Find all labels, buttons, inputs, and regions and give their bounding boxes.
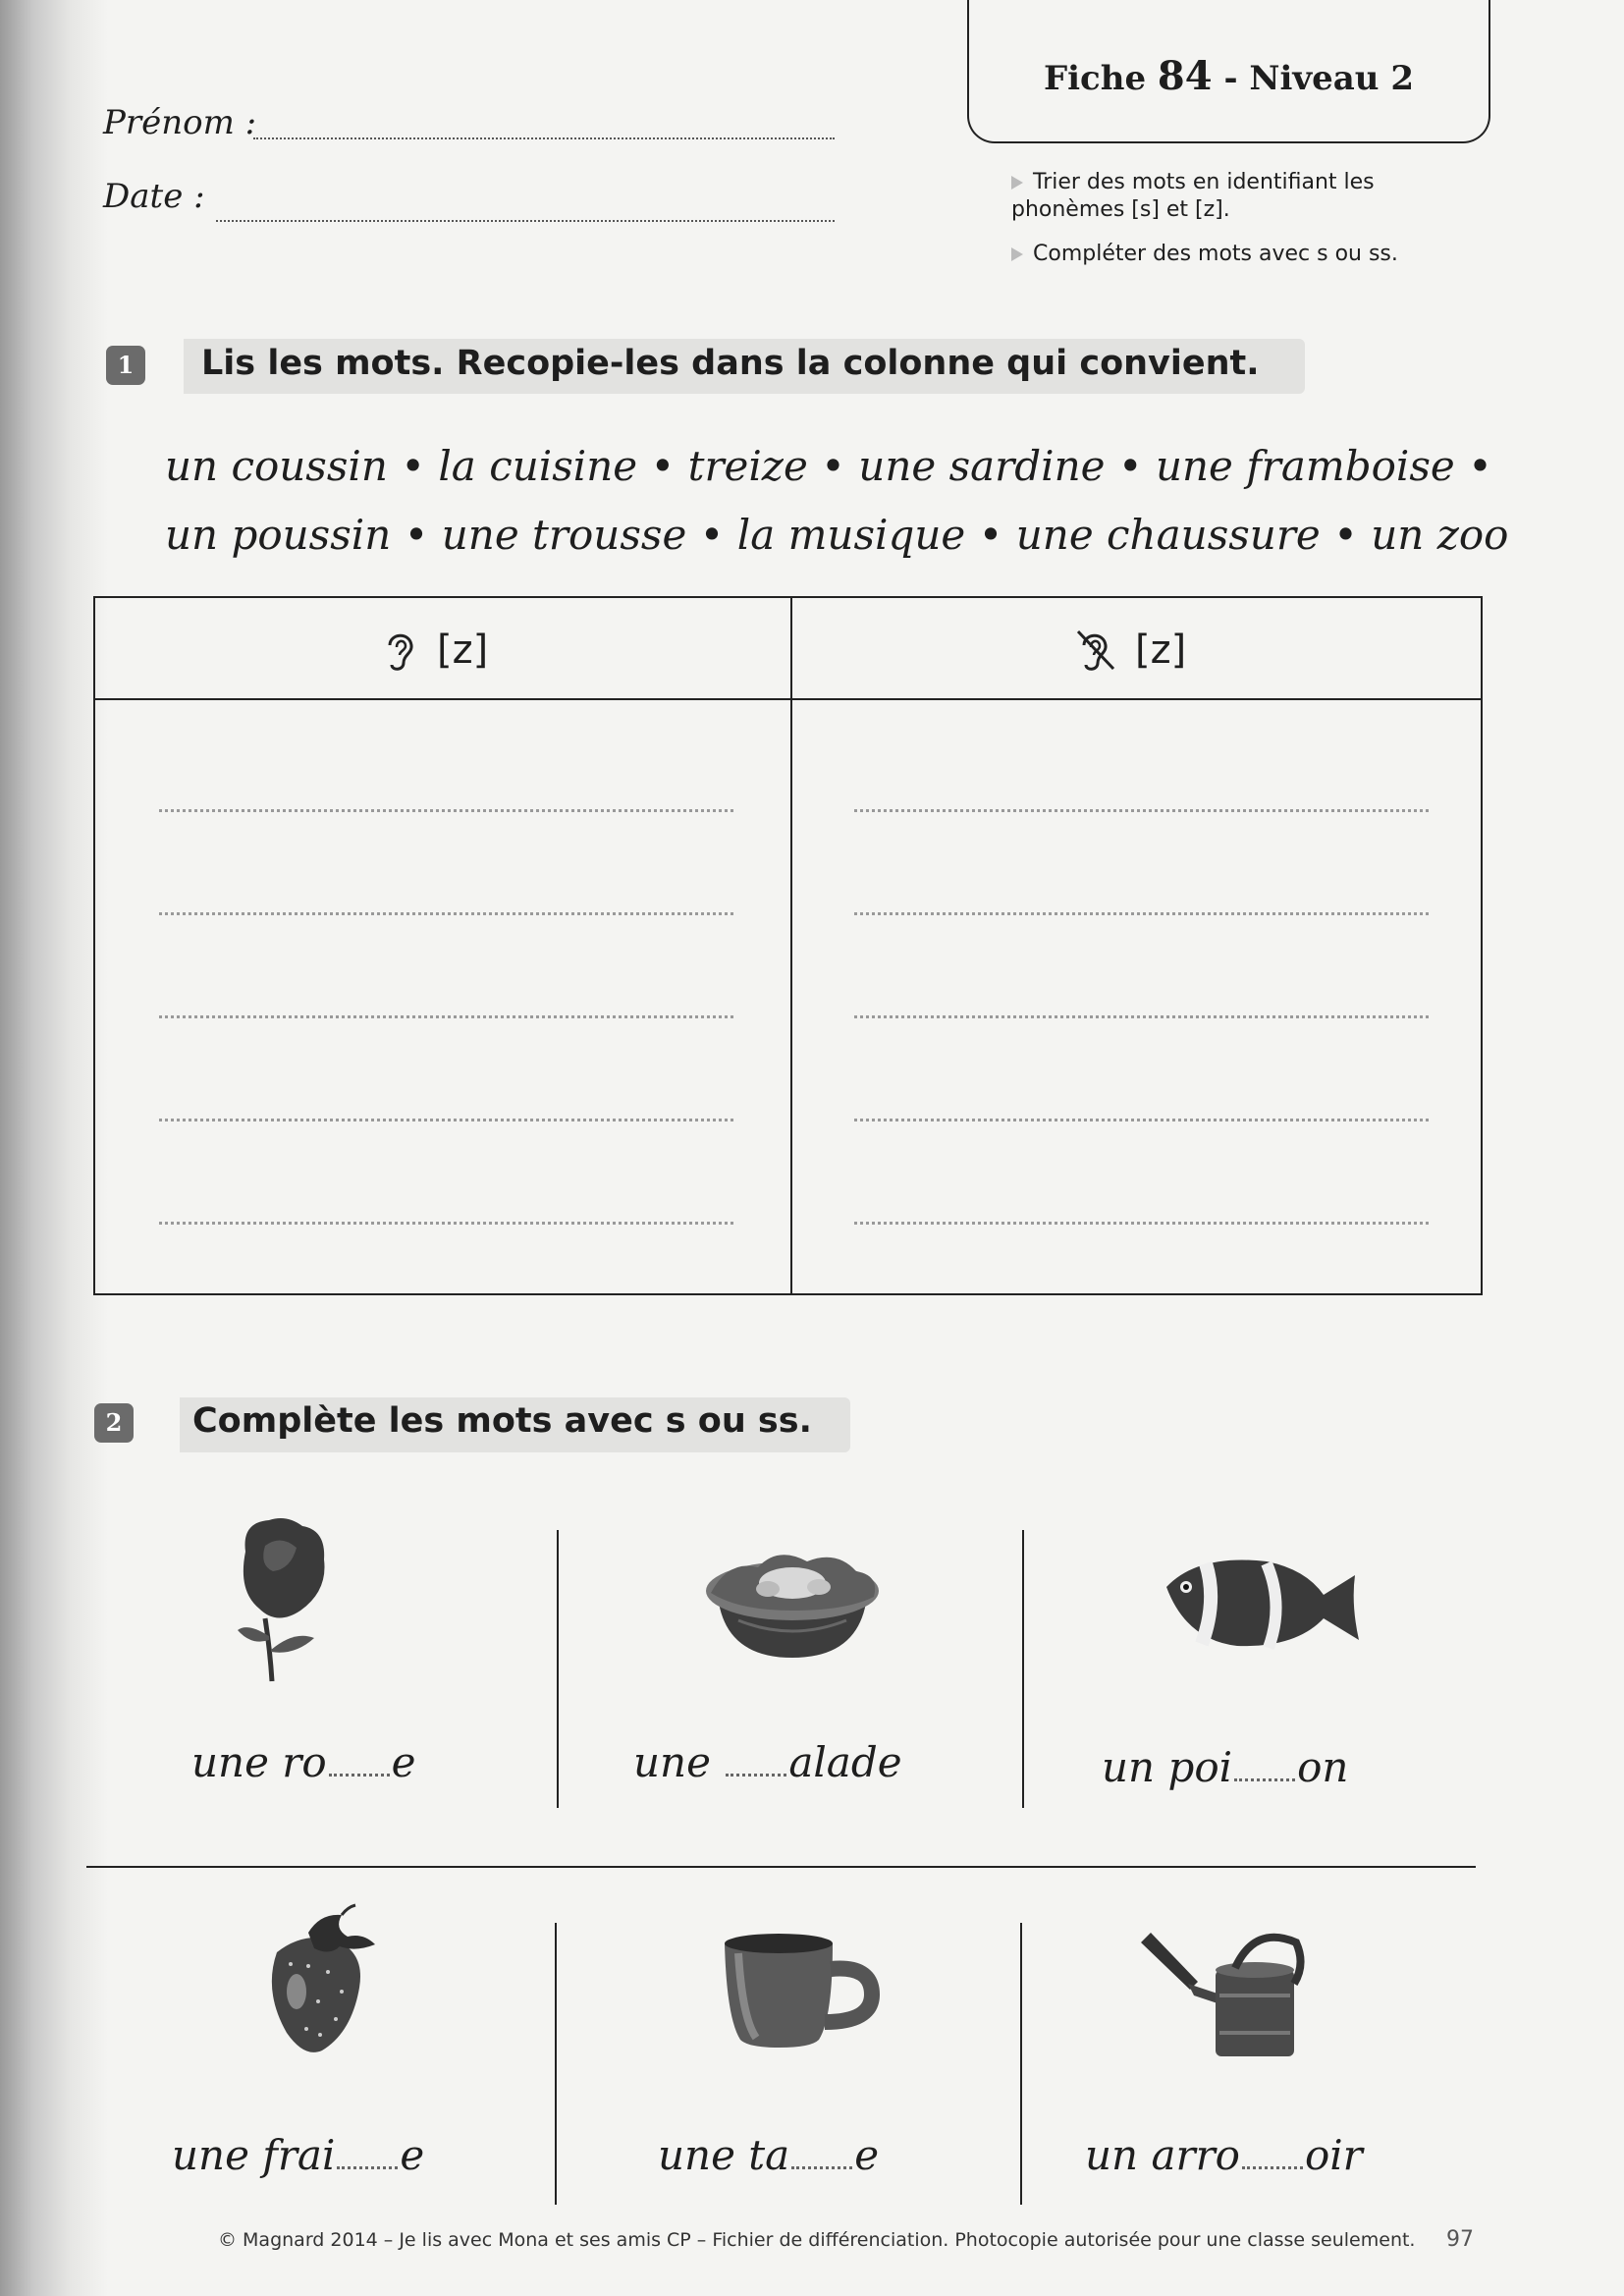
arrow-icon <box>1011 176 1023 190</box>
answer-line-left-4[interactable] <box>159 1119 733 1121</box>
date-field[interactable] <box>216 220 835 222</box>
answer-line-left-1[interactable] <box>159 809 733 812</box>
answer-line-left-2[interactable] <box>159 912 733 915</box>
exercise1-number: 1 <box>106 346 145 385</box>
fill-word-watering-can: un arro oir <box>1085 2131 1363 2179</box>
fiche-header-box <box>967 0 1490 143</box>
answer-line-left-3[interactable] <box>159 1015 733 1018</box>
answer-line-right-2[interactable] <box>854 912 1429 915</box>
answer-line-left-5[interactable] <box>159 1222 733 1225</box>
blank-input[interactable] <box>337 2166 398 2169</box>
fill-word-rose: une ro e <box>191 1738 416 1786</box>
prenom-label: Prénom : <box>103 103 257 142</box>
table-column-divider <box>790 598 792 1293</box>
grid-vline <box>1022 1530 1024 1808</box>
answer-line-right-3[interactable] <box>854 1015 1429 1018</box>
fill-word-salad: une alade <box>633 1738 902 1786</box>
exercise2-title: Complète les mots avec s ou ss. <box>192 1401 812 1441</box>
strawberry-icon <box>257 1903 380 2060</box>
answer-line-right-5[interactable] <box>854 1222 1429 1225</box>
page-number: 97 <box>1446 2227 1474 2252</box>
blank-input[interactable] <box>1234 1778 1295 1781</box>
column-hear-z: [z] <box>380 628 488 673</box>
fish-icon <box>1159 1546 1360 1664</box>
cup-icon <box>717 1930 884 2052</box>
fill-word-fish: un poi on <box>1102 1743 1349 1791</box>
grid-vline <box>557 1530 559 1808</box>
watering-can-icon <box>1129 1925 1316 2062</box>
ear-icon <box>380 628 419 673</box>
salad-icon <box>699 1532 886 1665</box>
answer-line-right-1[interactable] <box>854 809 1429 812</box>
grid-hline <box>86 1866 1476 1868</box>
grid-vline <box>555 1923 557 2205</box>
word-line-2: un poussin • une trousse • la musique • une chaussure • un zoo <box>165 511 1509 559</box>
blank-input[interactable] <box>1242 2166 1303 2169</box>
fill-word-strawberry: une frai e <box>172 2131 425 2179</box>
book-spine-shadow <box>0 0 108 2296</box>
prenom-field[interactable] <box>253 137 835 139</box>
footer-credit: © Magnard 2014 – Je lis avec Mona et ses amis CP – Fichier de différenciation. Photocopie autorisée pour une classe seulement. <box>218 2229 1416 2251</box>
fiche-level: - Niveau 2 <box>1223 59 1415 98</box>
fiche-number: 84 <box>1157 53 1213 99</box>
arrow-icon <box>1011 247 1023 261</box>
rose-icon <box>226 1512 353 1689</box>
objective-2: Compléter des mots avec s ou ss. <box>1011 241 1398 268</box>
column-not-hear-z: [z] <box>1074 628 1186 673</box>
blank-input[interactable] <box>329 1774 390 1777</box>
fiche-label: Fiche <box>1043 59 1147 98</box>
sorting-table <box>93 596 1483 1295</box>
fill-word-cup: une ta e <box>658 2131 880 2179</box>
exercise1-title: Lis les mots. Recopie-les dans la colonne qui convient. <box>201 344 1260 383</box>
grid-vline <box>1020 1923 1022 2205</box>
answer-line-right-4[interactable] <box>854 1119 1429 1121</box>
date-label: Date : <box>103 177 205 216</box>
blank-input[interactable] <box>726 1774 786 1777</box>
objective-1: Trier des mots en identifiant les phonèmes [s] et [z]. <box>1011 170 1375 222</box>
blank-input[interactable] <box>791 2166 852 2169</box>
word-line-1: un coussin • la cuisine • treize • une sardine • une framboise • <box>165 442 1492 490</box>
table-header-divider <box>95 698 1481 700</box>
crossed-ear-icon <box>1074 628 1117 673</box>
fiche-title <box>969 53 1489 99</box>
exercise2-number: 2 <box>94 1403 134 1443</box>
